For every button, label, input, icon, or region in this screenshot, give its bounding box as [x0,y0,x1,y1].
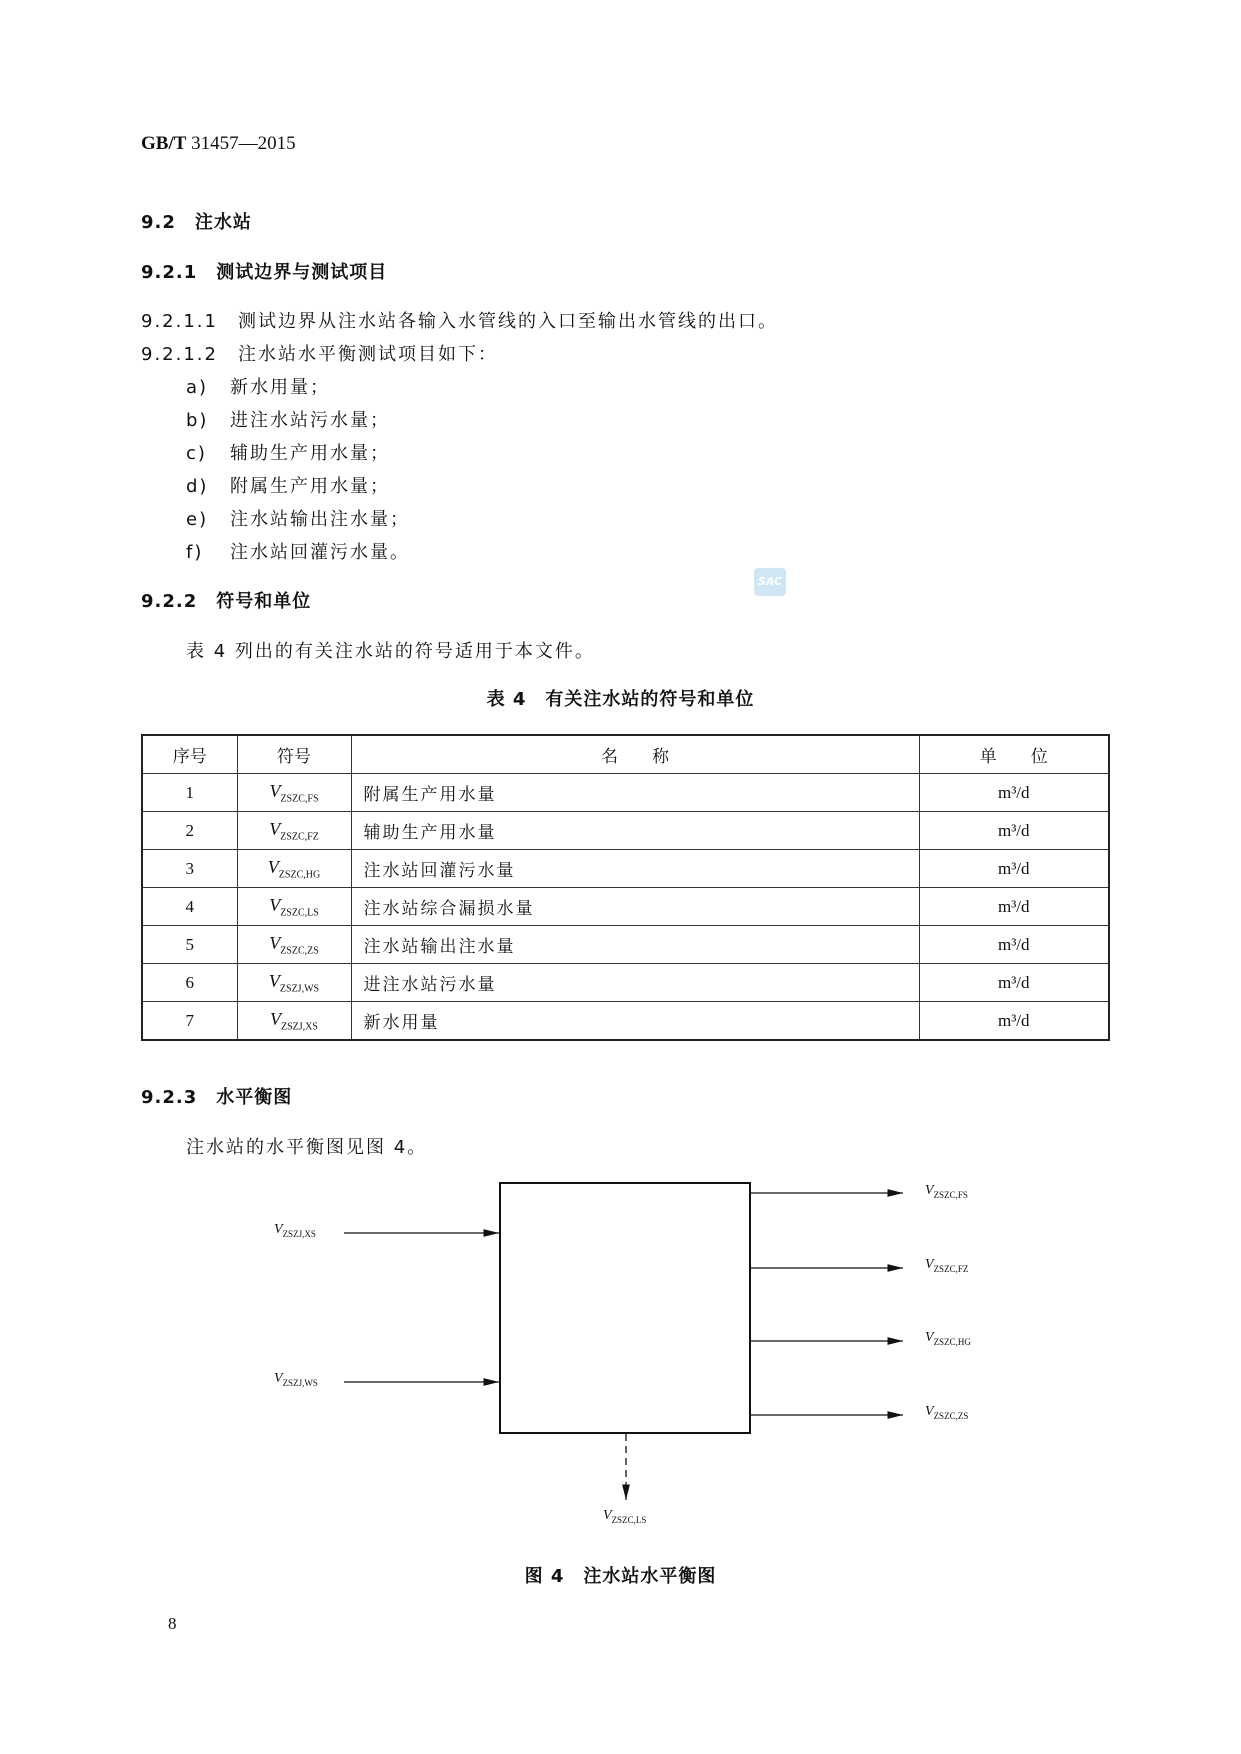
symbol-base: V [267,856,279,877]
input-label: $V_{ZSZJ,WS}$ [274,1371,318,1388]
page-number: 8 [168,1614,177,1633]
section-number: 9.2 [141,212,176,233]
paragraph: 表 4 列出的有关注水站的符号适用于本文件。 [186,641,595,662]
table-caption: 表 4 有关注水站的符号和单位 [486,689,755,710]
symbol-subscript: ZSZJ,WS [279,983,320,995]
row-number: 7 [142,1002,237,1041]
list-text: 新水用量； [230,377,330,398]
list-label: b) [186,410,209,431]
column-header: 序号 [142,735,237,774]
section-title: 符号和单位 [216,591,312,612]
unit: m³/d [919,1002,1109,1041]
list-label: e) [186,509,209,530]
station-box [500,1183,750,1433]
row-number: 6 [142,964,237,1002]
list-text: 附属生产用水量； [230,476,390,497]
unit: m³/d [919,812,1109,850]
unit: m³/d [919,888,1109,926]
symbol-subscript: ZSZC,FS [280,793,319,805]
column-header: 单 位 [919,735,1109,774]
clause-text: 注水站水平衡测试项目如下： [237,344,498,365]
sac-watermark-logo: SAC [754,568,786,596]
list-text: 进注水站污水量； [230,410,390,431]
input-label: $V_{ZSZJ,XS}$ [274,1222,316,1239]
std-number: 31457—2015 [191,133,296,154]
quantity-name: 新水用量 [351,1002,919,1041]
unit: m³/d [919,926,1109,964]
quantity-name: 注水站输出注水量 [351,926,919,964]
unit: m³/d [919,850,1109,888]
symbol-base: V [269,818,281,839]
unit: m³/d [919,774,1109,812]
quantity-name: 附属生产用水量 [351,774,919,812]
list-label: a) [186,377,209,398]
quantity-name: 辅助生产用水量 [351,812,919,850]
column-header: 名 称 [351,735,919,774]
list-text: 注水站回灌污水量。 [230,542,410,563]
output-label: $V_{ZSZC,ZS}$ [925,1404,969,1421]
list-label: f) [186,542,204,563]
list-text: 注水站输出注水量； [230,509,410,530]
symbol-subscript: ZSZJ,XS [281,1021,318,1033]
row-number: 4 [142,888,237,926]
quantity-name: 进注水站污水量 [351,964,919,1002]
clause-number: 9.2.1.2 [141,344,218,365]
list-text: 辅助生产用水量； [230,443,390,464]
output-label: $V_{ZSZC,HG}$ [925,1330,971,1347]
symbol-base: V [270,1008,282,1029]
symbol-base: V [269,780,281,801]
figure-caption: 图 4 注水站水平衡图 [524,1566,717,1587]
section-title: 注水站 [194,212,252,233]
quantity-name: 注水站回灌污水量 [351,850,919,888]
symbol-base: V [269,932,281,953]
output-label: $V_{ZSZC,FS}$ [925,1183,968,1200]
clause-number: 9.2.1.1 [141,311,218,332]
symbol-base: V [268,970,280,991]
quantity-name: 注水站综合漏损水量 [351,888,919,926]
section-title: 水平衡图 [216,1087,293,1108]
symbol-base: V [269,894,281,915]
unit: m³/d [919,964,1109,1002]
list-label: d) [186,476,209,497]
row-number: 3 [142,850,237,888]
row-number: 5 [142,926,237,964]
section-number: 9.2.2 [141,591,198,612]
list-label: c) [186,443,207,464]
symbol-subscript: ZSZC,ZS [280,945,319,957]
section-number: 9.2.3 [141,1087,198,1108]
leak-label: $V_{ZSZC,LS}$ [603,1508,647,1525]
symbol-subscript: ZSZC,LS [280,907,319,919]
clause-text: 测试边界从注水站各输入水管线的入口至输出水管线的出口。 [237,311,778,332]
row-number: 1 [142,774,237,812]
symbol-subscript: ZSZC,HG [278,869,321,881]
output-label: $V_{ZSZC,FZ}$ [925,1257,969,1274]
section-title: 测试边界与测试项目 [216,262,388,283]
std-prefix: GB/T [141,133,187,154]
column-header: 符号 [237,735,351,774]
section-number: 9.2.1 [141,262,198,283]
paragraph: 注水站的水平衡图见图 4。 [186,1137,428,1158]
row-number: 2 [142,812,237,850]
symbol-subscript: ZSZC,FZ [280,831,319,843]
